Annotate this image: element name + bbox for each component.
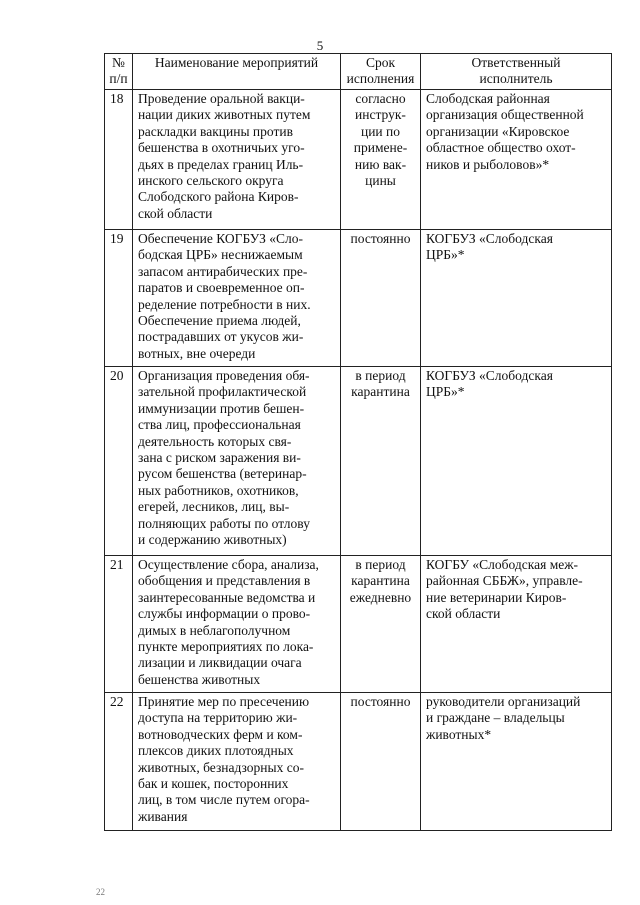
text-line: Проведение оральной вакци- bbox=[138, 91, 305, 106]
text-line: ЦРБ»* bbox=[426, 384, 465, 400]
text-line: живания bbox=[138, 808, 188, 824]
text-line: бешенства животных bbox=[138, 671, 261, 687]
text-line: ние ветеринарии Киров- bbox=[426, 589, 567, 605]
text-line: Принятие мер по пресечению bbox=[138, 694, 310, 709]
text-line: Слободская районная bbox=[426, 91, 550, 106]
text-line: егерей, лесников, лиц, вы- bbox=[138, 499, 290, 515]
row-number: 18 bbox=[105, 90, 133, 230]
table-row bbox=[105, 90, 612, 230]
text-line: постоянно bbox=[350, 231, 411, 246]
text-line: службы информации о прово- bbox=[138, 606, 311, 622]
text-line: запасом антирабических пре- bbox=[138, 263, 308, 279]
table-row bbox=[105, 230, 612, 367]
text-line: инского сельского округа bbox=[138, 173, 284, 189]
text-line: организации «Кировское bbox=[426, 123, 570, 139]
deadline bbox=[341, 90, 421, 230]
text-line: пострадавших от укусов жи- bbox=[138, 329, 304, 345]
text-line: ных работников, охотников, bbox=[138, 482, 299, 498]
text-line: в период bbox=[355, 368, 406, 383]
text-line: вотных, вне очереди bbox=[138, 345, 256, 361]
table-row bbox=[105, 367, 612, 556]
text-line: Осуществление сбора, анализа, bbox=[138, 557, 319, 572]
text-line: ской области bbox=[426, 606, 501, 622]
text-line: плексов диких плотоядных bbox=[138, 743, 294, 759]
responsible-executor bbox=[421, 230, 612, 367]
header-num bbox=[105, 54, 133, 90]
text-line: раскладки вакцины против bbox=[138, 123, 293, 139]
header-term bbox=[341, 54, 421, 90]
activity-name bbox=[133, 693, 341, 831]
footer-mark: 22 bbox=[96, 887, 105, 897]
text-line: исполнитель bbox=[479, 71, 553, 87]
text-line: областное общество охот- bbox=[426, 140, 576, 156]
text-line: обобщения и представления в bbox=[138, 573, 311, 589]
header-responsible bbox=[421, 54, 612, 90]
activity-name bbox=[133, 90, 341, 230]
text-line: русом бешенства (ветеринар- bbox=[138, 466, 307, 482]
header-name bbox=[133, 54, 341, 90]
table-row bbox=[105, 693, 612, 831]
text-line: деятельность которых свя- bbox=[138, 433, 292, 449]
text-line: постоянно bbox=[350, 694, 411, 709]
text-line: ежедневно bbox=[349, 589, 412, 605]
responsible-executor bbox=[421, 693, 612, 831]
text-line: Срок bbox=[365, 55, 396, 70]
text-line: № bbox=[112, 55, 125, 70]
text-line: иммунизации против бешен- bbox=[138, 400, 305, 416]
text-line: исполнения bbox=[346, 71, 415, 87]
text-line: паратов и своевременное оп- bbox=[138, 280, 305, 296]
text-line: КОГБУЗ «Слободская bbox=[426, 231, 553, 246]
table-row bbox=[105, 556, 612, 693]
text-line: КОГБУ «Слободская меж- bbox=[426, 557, 579, 572]
deadline bbox=[341, 367, 421, 556]
text-line: инструк- bbox=[355, 107, 406, 123]
text-line: Ответственный bbox=[471, 55, 561, 70]
text-line: организация общественной bbox=[426, 107, 584, 123]
text-line: лизации и ликвидации очага bbox=[138, 655, 302, 671]
row-number: 20 bbox=[105, 367, 133, 556]
text-line: ЦРБ»* bbox=[426, 247, 465, 263]
text-line: Обеспечение приема людей, bbox=[138, 313, 301, 329]
responsible-executor bbox=[421, 367, 612, 556]
text-line: цины bbox=[365, 173, 396, 189]
text-line: ции по bbox=[360, 123, 401, 139]
text-line: полняющих работы по отлову bbox=[138, 515, 310, 531]
text-line: Организация проведения обя- bbox=[138, 368, 310, 383]
text-line: нию вак- bbox=[354, 156, 407, 172]
text-line: и содержанию животных) bbox=[138, 532, 287, 548]
text-line: животных, безнадзорных со- bbox=[138, 759, 304, 775]
text-line: лиц, в том числе путем огора- bbox=[138, 792, 310, 808]
text-line: карантина bbox=[351, 573, 410, 589]
text-line: Слободского района Киров- bbox=[138, 189, 299, 205]
row-number: 19 bbox=[105, 230, 133, 367]
text-line: руководители организаций bbox=[426, 694, 581, 709]
text-line: Обеспечение КОГБУЗ «Сло- bbox=[138, 231, 303, 246]
text-line: согласно bbox=[355, 91, 406, 106]
text-line: зана с риском заражения ви- bbox=[138, 450, 301, 466]
text-line: Наименование мероприятий bbox=[154, 55, 319, 70]
text-line: животных* bbox=[426, 726, 492, 742]
text-line: вотноводческих ферм и ком- bbox=[138, 726, 303, 742]
deadline bbox=[341, 693, 421, 831]
text-line: доступа на территорию жи- bbox=[138, 710, 298, 726]
activity-name bbox=[133, 367, 341, 556]
text-line: в период bbox=[355, 557, 406, 572]
table-header-row bbox=[105, 54, 612, 90]
text-line: районная СББЖ», управле- bbox=[426, 573, 583, 589]
page-number: 5 bbox=[316, 38, 324, 53]
text-line: ределение потребности в них. bbox=[138, 296, 311, 312]
text-line: пункте мероприятиях по лока- bbox=[138, 639, 314, 655]
row-number: 22 bbox=[105, 693, 133, 831]
activities-table bbox=[104, 53, 612, 831]
text-line: КОГБУЗ «Слободская bbox=[426, 368, 553, 383]
deadline bbox=[341, 556, 421, 693]
text-line: примене- bbox=[353, 140, 408, 156]
text-line: бак и кошек, посторонних bbox=[138, 776, 289, 792]
text-line: карантина bbox=[351, 384, 410, 400]
text-line: бешенства в охотничьих уго- bbox=[138, 140, 305, 156]
text-line: ской области bbox=[138, 205, 213, 221]
text-line: бодская ЦРБ» неснижаемым bbox=[138, 247, 303, 263]
deadline bbox=[341, 230, 421, 367]
text-line: п/п bbox=[109, 71, 128, 87]
activity-name bbox=[133, 556, 341, 693]
text-line: зательной профилактической bbox=[138, 384, 307, 400]
row-number: 21 bbox=[105, 556, 133, 693]
text-line: нации диких животных путем bbox=[138, 107, 311, 123]
activity-name bbox=[133, 230, 341, 367]
text-line: дьях в пределах границ Иль- bbox=[138, 156, 304, 172]
responsible-executor bbox=[421, 90, 612, 230]
text-line: и граждане – владельцы bbox=[426, 710, 565, 726]
responsible-executor bbox=[421, 556, 612, 693]
text-line: димых в неблагополучном bbox=[138, 622, 291, 638]
text-line: заинтересованные ведомства и bbox=[138, 589, 316, 605]
text-line: ников и рыболовов»* bbox=[426, 156, 550, 172]
text-line: ства лиц, профессиональная bbox=[138, 417, 301, 433]
